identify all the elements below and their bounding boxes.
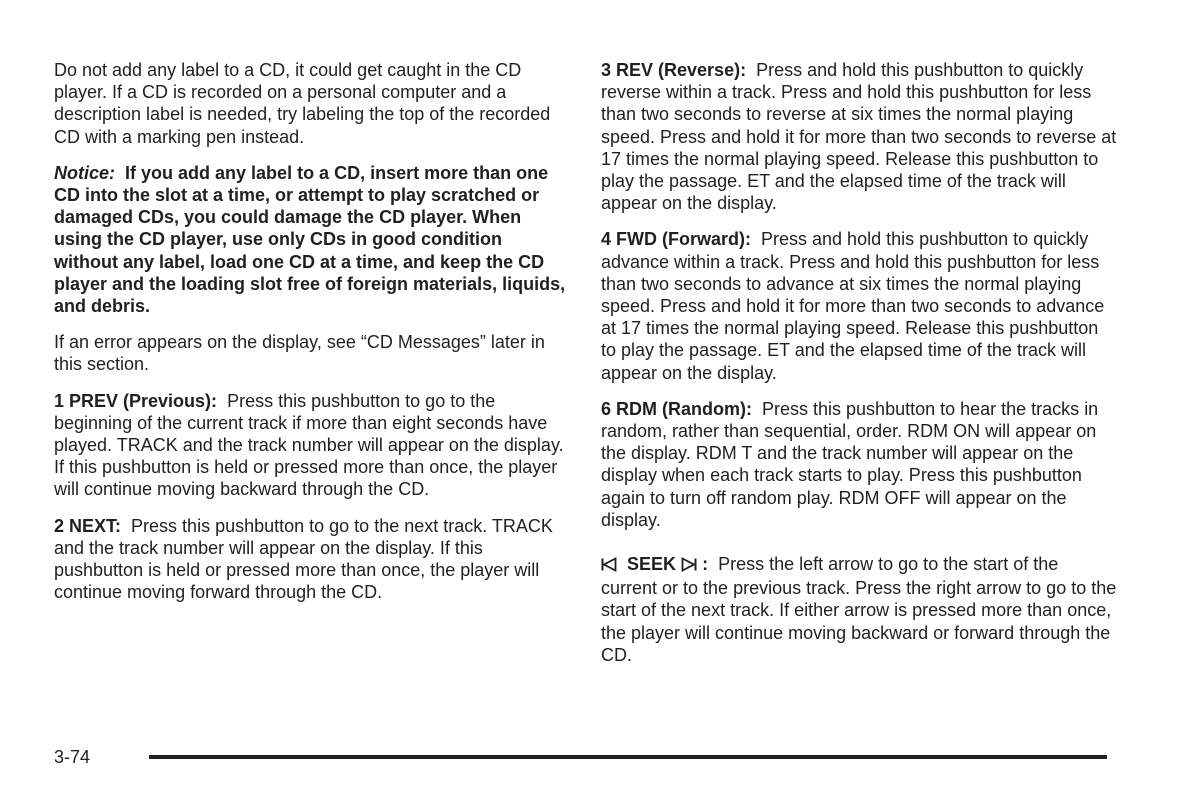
right-column	[601, 59, 1117, 680]
rdm-paragraph	[601, 398, 1117, 531]
notice-text: If you add any label to a CD, insert more than one CD into the slot at a time, or attempt to play scratched or damaged CDs, you could damage the CD player. When using the CD player, use only CDs in good condition without any label, load one CD at a time, and keep the CD player and the loading slot free of foreign materials, liquids, and debris.	[54, 162, 566, 317]
fwd-text: Press and hold this pushbutton to quickly advance within a track. Press and hold this pushbutton for less than two seconds to advance at six times the normal playing speed. Press and hold it for more than two seconds to advance at 17 times the normal playing speed. Release this pushbutton to play the passage. ET and the elapsed time of the track will appear on the display.	[601, 229, 1105, 383]
seek-label: SEEK	[627, 554, 677, 575]
seek-right-arrow-icon	[681, 555, 697, 577]
seek-text: Press the left arrow to go to the start of the current or to the previous track. Press the right arrow to go to the start of the next track. If either arrow is pressed more than once, the player will continue moving backward or forward through the CD.	[601, 554, 1117, 665]
next-paragraph	[54, 515, 570, 604]
rev-text: Press and hold this pushbutton to quickly reverse within a track. Press and hold this pushbutton for less than two seconds to reverse at six times the normal playing speed. Press and hold it for more than two seconds to reverse at 17 times the normal playing speed. Release this pushbutton to play the passage. ET and the elapsed time of the track will appear on the display.	[601, 60, 1117, 214]
rev-paragraph	[601, 59, 1117, 214]
next-text: Press this pushbutton to go to the next track. TRACK and the track number will appear on the display. If this pushbutton is held or pressed more than once, the player will continue moving forward through the CD.	[54, 515, 553, 603]
seek-colon: :	[702, 554, 709, 575]
prev-term: 1 PREV (Previous):	[54, 390, 218, 411]
next-term: 2 NEXT:	[54, 515, 122, 536]
prev-text: Press this pushbutton to go to the beginning of the current track if more than eight seconds have played. TRACK and the track number will appear on the display. If this pushbutton is held or pressed more than once, the player will continue moving backward through the CD.	[54, 390, 564, 500]
cd-label-paragraph: Do not add any label to a CD, it could get caught in the CD player. If a CD is recorded on a personal computer and a description label is needed, try labeling the top of the recorded CD with a marking pen instead.	[54, 60, 551, 147]
fwd-term: 4 FWD (Forward):	[601, 229, 751, 250]
notice-paragraph	[54, 162, 570, 317]
notice-label: Notice:	[54, 162, 116, 183]
rdm-term: 6 RDM (Random):	[601, 398, 752, 419]
seek-left-arrow-icon	[601, 555, 617, 577]
rdm-text: Press this pushbutton to hear the tracks in random, rather than sequential, order. RDM ON will appear on the display. RDM T and the track number will appear on the display when each track starts to play. Press this pushbutton again to turn off random play. RDM OFF will appear on the display.	[601, 398, 1099, 530]
prev-paragraph	[54, 390, 570, 501]
seek-paragraph	[601, 553, 1117, 666]
left-column	[54, 59, 570, 617]
fwd-paragraph	[601, 228, 1117, 383]
rev-term: 3 REV (Reverse):	[601, 60, 747, 80]
error-paragraph: If an error appears on the display, see “CD Messages” later in this section.	[54, 332, 545, 375]
page-number: 3-74	[54, 747, 91, 767]
footer-rule	[149, 755, 1107, 759]
